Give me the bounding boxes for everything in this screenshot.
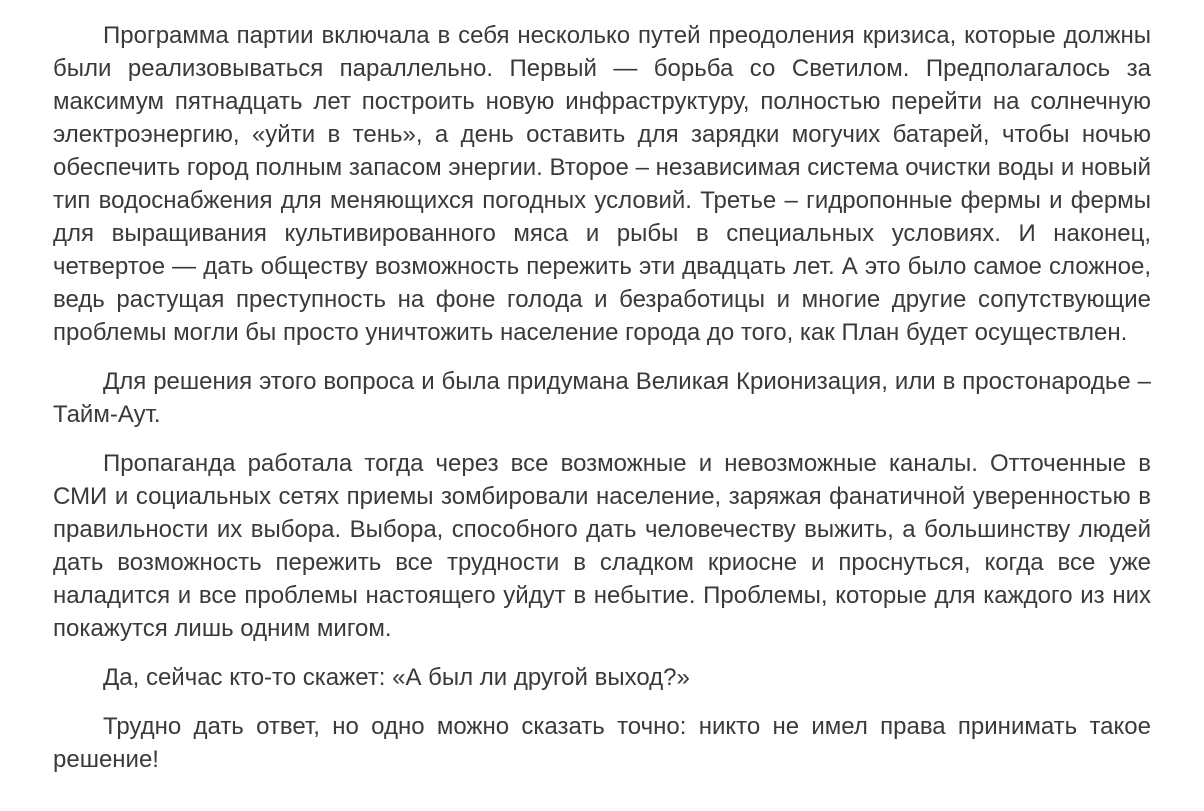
- paragraph-5: Трудно дать ответ, но одно можно сказать точно: никто не имел права принимать такое решение!: [53, 713, 1151, 773]
- paragraph-3: Пропаганда работала тогда через все возможные и невозможные каналы. Отточенные в СМИ и социальных сетях приемы зомбировали население, заряжая фанатичной уверенностью в правильности их выбора. Выбора, способного дать человечеству выжить, а большинству людей дать возможность пережить все трудности в сладком криосне и проснуться, когда все уже наладится и все проблемы настоящего уйдут в небытие. Проблемы, которые для каждого из них покажутся лишь одним мигом.: [53, 450, 1151, 642]
- paragraph-2: Для решения этого вопроса и была придумана Великая Крионизация, или в простонародье – Тайм-Аут.: [53, 368, 1151, 428]
- article-text: [53, 19, 1151, 776]
- paragraph-4: Да, сейчас кто-то скажет: «А был ли другой выход?»: [103, 664, 690, 691]
- paragraph-1: Программа партии включала в себя несколько путей преодоления кризиса, которые должны были реализовываться параллельно. Первый — борьба со Светилом. Предполагалось за максимум пятнадцать лет построить новую инфраструктуру, полностью перейти на солнечную электроэнергию, «уйти в тень», а день оставить для зарядки могучих батарей, чтобы ночью обеспечить город полным запасом энергии. Второе – независимая система очистки воды и новый тип водоснабжения для меняющихся погодных условий. Третье – гидропонные фермы и фермы для выращивания культивированного мяса и рыбы в специальных условиях. И наконец, четвертое — дать обществу возможность пережить эти двадцать лет. А это было самое сложное, ведь растущая преступность на фоне голода и безработицы и многие другие сопутствующие проблемы могли бы просто уничтожить население города до того, как План будет осуществлен.: [53, 22, 1151, 346]
